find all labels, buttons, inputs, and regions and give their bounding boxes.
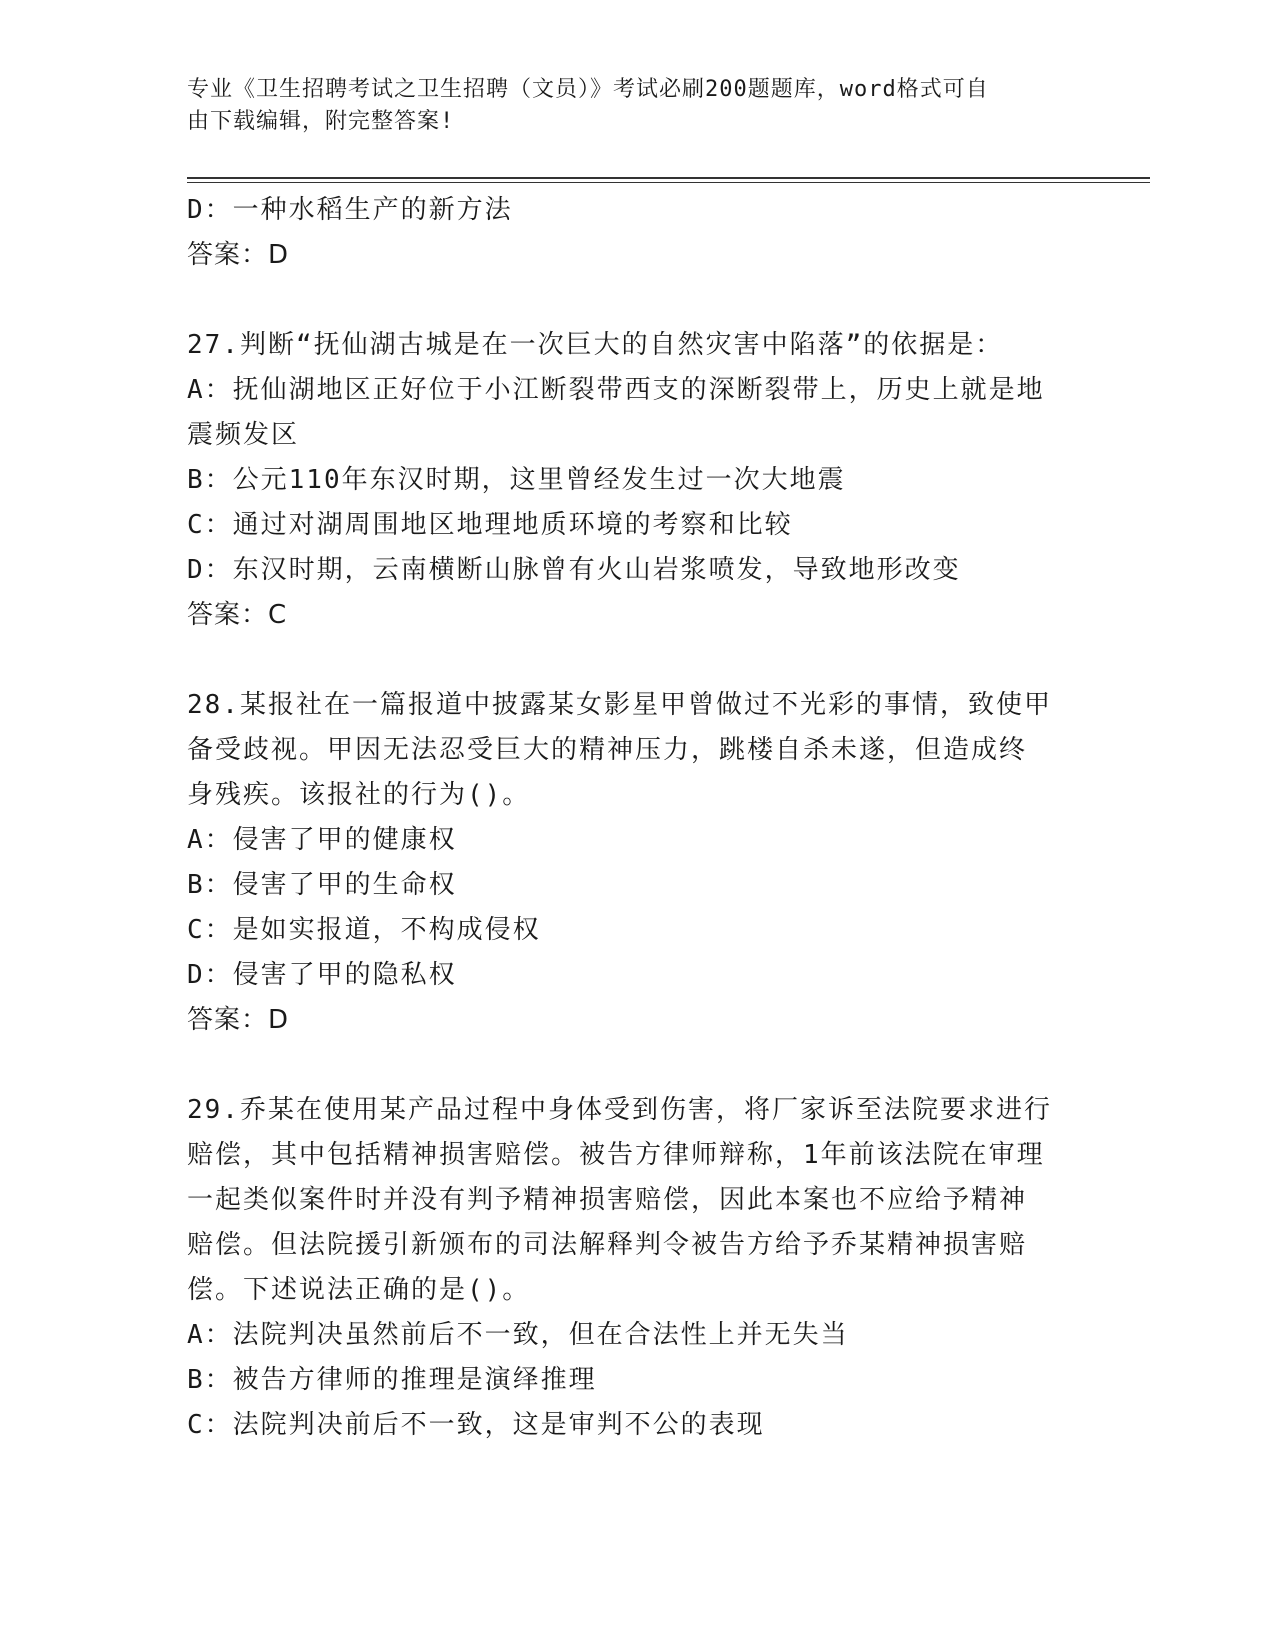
header-line-2: 由下载编辑，附完整答案! <box>187 109 455 134</box>
question-content <box>187 188 1087 1448</box>
question-stem-line-3: 一起类似案件时并没有判予精神损害赔偿，因此本案也不应给予精神 <box>187 1185 1028 1215</box>
question-stem-line-2: 备受歧视。甲因无法忍受巨大的精神压力，跳楼自杀未遂，但造成终 <box>187 735 1028 765</box>
question-28 <box>187 683 1087 1043</box>
question-stem-line-4: 赔偿。但法院援引新颁布的司法解释判令被告方给予乔某精神损害赔 <box>187 1230 1028 1260</box>
option-b: B：被告方律师的推理是演绎推理 <box>187 1365 597 1395</box>
header-line-1: 专业《卫生招聘考试之卫生招聘（文员）》考试必刷200题题库，word格式可自 <box>187 77 989 102</box>
question-27 <box>187 323 1087 638</box>
option-d: D：东汉时期，云南横断山脉曾有火山岩浆喷发，导致地形改变 <box>187 555 961 585</box>
option-a-line-1: A：抚仙湖地区正好位于小江断裂带西支的深断裂带上，历史上就是地 <box>187 375 1045 405</box>
option-c: C：通过对湖周围地区地理地质环境的考察和比较 <box>187 510 793 540</box>
option-a: A：侵害了甲的健康权 <box>187 825 457 855</box>
answer-line: 答案：D <box>187 240 290 270</box>
option-d: D：一种水稻生产的新方法 <box>187 195 513 225</box>
question-stem-line-5: 偿。下述说法正确的是()。 <box>187 1275 531 1305</box>
question-29 <box>187 1088 1087 1448</box>
question-stem-line-1: 29.乔某在使用某产品过程中身体受到伤害，将厂家诉至法院要求进行 <box>187 1095 1052 1125</box>
option-c: C：法院判决前后不一致，这是审判不公的表现 <box>187 1410 765 1440</box>
question-stem-line-3: 身残疾。该报社的行为()。 <box>187 780 531 810</box>
option-a: A：法院判决虽然前后不一致，但在合法性上并无失当 <box>187 1320 849 1350</box>
option-b: B：公元110年东汉时期，这里曾经发生过一次大地震 <box>187 465 846 495</box>
question-stem: 27.判断“抚仙湖古城是在一次巨大的自然灾害中陷落”的依据是： <box>187 330 1004 360</box>
option-d: D：侵害了甲的隐私权 <box>187 960 457 990</box>
header-divider-thin <box>187 182 1150 183</box>
prev-question-tail <box>187 188 1087 278</box>
question-stem-line-2: 赔偿，其中包括精神损害赔偿。被告方律师辩称，1年前该法院在审理 <box>187 1140 1045 1170</box>
option-c: C：是如实报道，不构成侵权 <box>187 915 541 945</box>
header-divider-thick <box>187 177 1150 179</box>
question-stem-line-1: 28.某报社在一篇报道中披露某女影星甲曾做过不光彩的事情，致使甲 <box>187 690 1052 720</box>
option-b: B：侵害了甲的生命权 <box>187 870 457 900</box>
page-header <box>187 74 1067 138</box>
answer-line: 答案：C <box>187 600 288 630</box>
option-a-line-2: 震频发区 <box>187 420 300 450</box>
answer-line: 答案：D <box>187 1005 290 1035</box>
